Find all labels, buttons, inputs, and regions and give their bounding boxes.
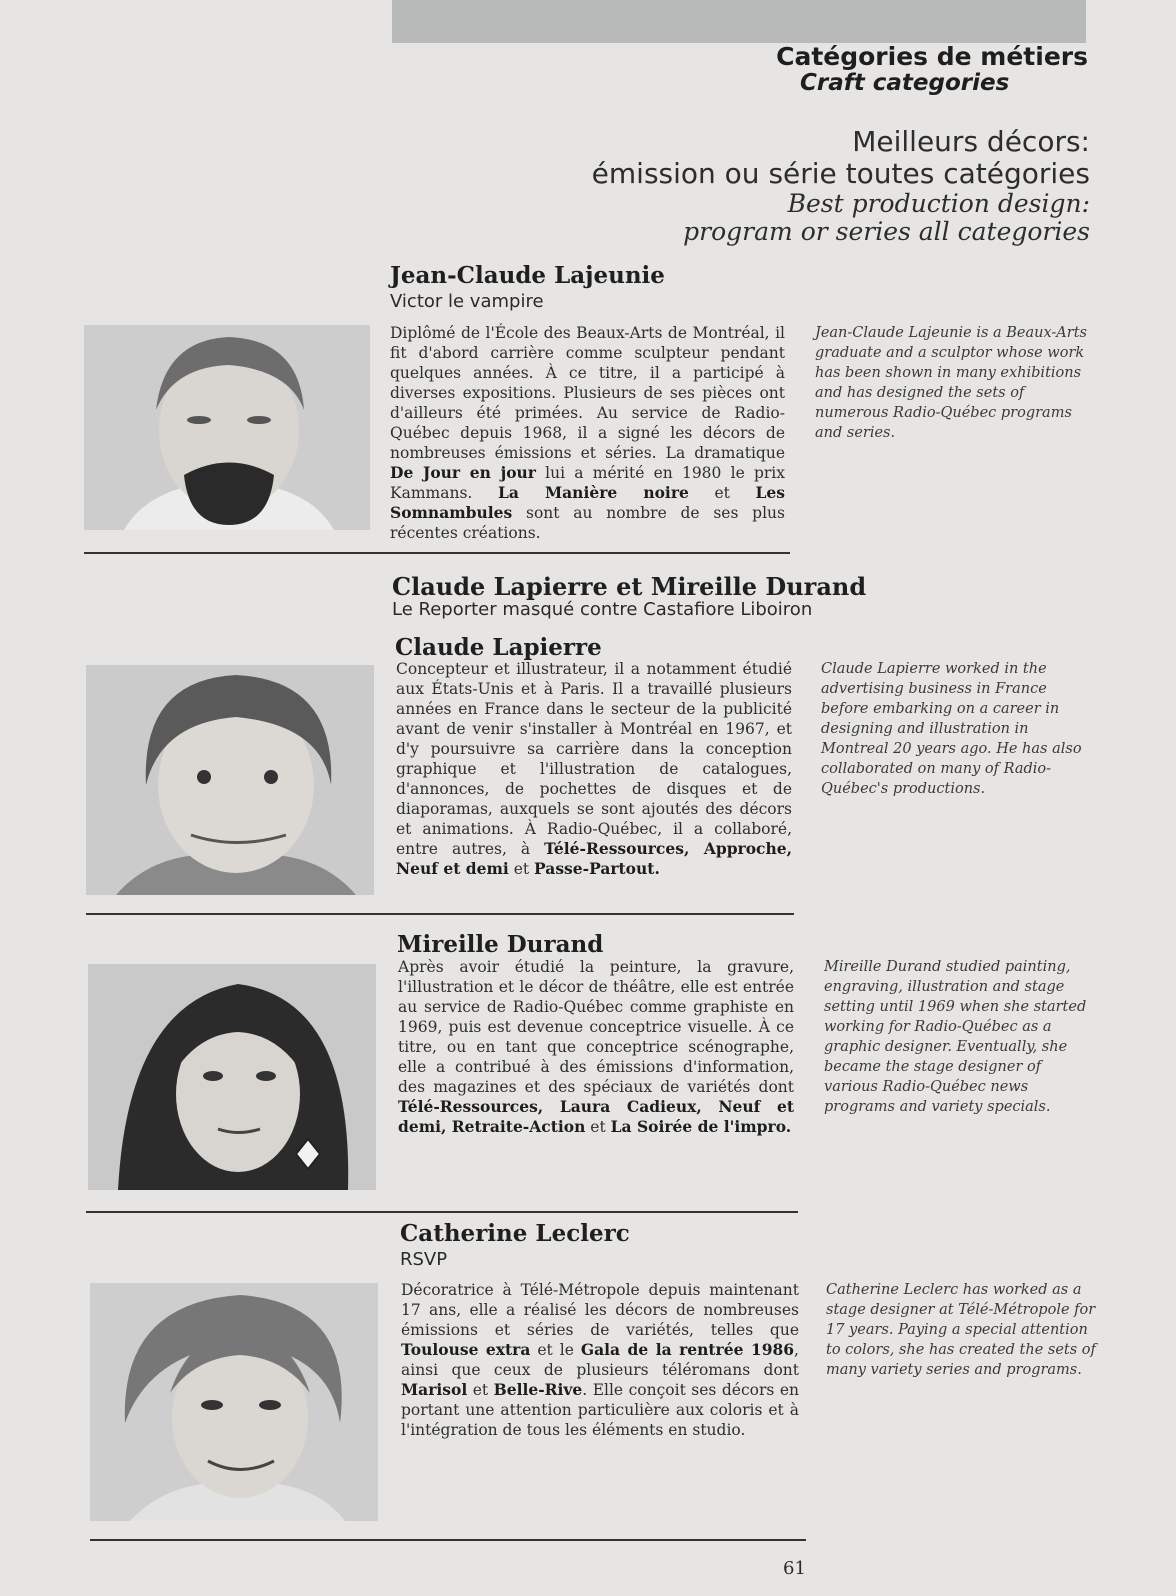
nominee-name: Claude Lapierre et Mireille Durand <box>392 572 867 601</box>
program-title: Gala de la rentrée 1986 <box>580 1340 795 1359</box>
nominee-name: Catherine Leclerc <box>400 1220 630 1247</box>
page-number: 61 <box>783 1558 806 1579</box>
program-title: De Jour en jour <box>390 463 536 482</box>
portrait-photo <box>90 1283 378 1521</box>
divider <box>84 552 790 554</box>
bio-french: Diplômé de l'École des Beaux-Arts de Montréal, il fit d'abord carrière comme sculpteur pendant quelques années. À ce titre, il a participé à diverses expositions. Plusieurs de ses pièces ont d'ailleurs été primées. Au service de Radio-Québec depuis 1968, il a signé les décors de nombreuses émissions et séries. La dramatique De Jour en jour lui a mérité en 1980 le prix Kammans. La Manière noire et Les Somnambules sont au nombre de ses plus récentes créations. <box>390 324 786 542</box>
show-title: RSVP <box>400 1249 448 1270</box>
program-title: Télé-Ressources, Approche, Neuf et demi <box>396 839 792 878</box>
program-title: Toulouse extra <box>401 1340 531 1359</box>
divider <box>90 1539 806 1541</box>
award-en-line-2: program or series all categories <box>683 217 1090 246</box>
bio-french: Concepteur et illustrateur, il a notamment étudié aux États-Unis et à Paris. Il a travaillé plusieurs années en France dans le secteur de la publicité avant de venir s'installer à Montréal en 1967, et d'y poursuivre sa carrière dans la conception graphique et l'illustration de catalogues, d'annonces, de pochettes de disques et de diaporamas, auxquels se sont ajoutés des décors et animations. À Radio-Québec, il a collaboré, entre autres, à Télé-Ressources, Approche, Neuf et demi et Passe-Partout. <box>396 660 792 878</box>
program-title: La Manière noire <box>497 483 689 502</box>
bio-english: Jean-Claude Lajeunie is a Beaux-Arts graduate and a sculptor whose work has been shown in many exhibitions and has designed the sets of numerous Radio-Québec programs and series. <box>815 325 1087 441</box>
program-title: La Soirée de l'impro. <box>610 1117 792 1136</box>
show-title: Victor le vampire <box>390 291 544 312</box>
award-fr-line-1: Meilleurs décors: <box>852 125 1090 158</box>
bio-english: Claude Lapierre worked in the advertising business in France before embarking on a career in designing and illustration in Montreal 20 years ago. He has also collaborated on many of Radio-Québec's productions. <box>821 661 1082 797</box>
award-heading <box>592 126 1090 246</box>
divider <box>86 913 794 915</box>
nominee-name: Claude Lapierre <box>395 634 602 661</box>
program-title: Passe-Partout. <box>534 859 660 878</box>
show-title: Le Reporter masqué contre Castafiore Liboiron <box>392 599 813 620</box>
category-title-fr: Catégories de métiers <box>776 42 1088 71</box>
portrait-photo <box>86 665 374 895</box>
header-band <box>392 0 1086 43</box>
program-title: Télé-Ressources, Laura Cadieux, Neuf et demi, Retraite-Action <box>398 1097 794 1136</box>
nominee-name: Jean-Claude Lajeunie <box>390 262 665 289</box>
divider <box>86 1211 798 1213</box>
award-en-line-1: Best production design: <box>787 189 1090 218</box>
award-fr-line-2: émission ou série toutes catégories <box>591 157 1090 190</box>
bio-french: Après avoir étudié la peinture, la gravure, l'illustration et le décor de théâtre, elle est entrée au service de Radio-Québec comme graphiste en 1969, puis est devenue conceptrice visuelle. À ce titre, ou en tant que conceptrice scénographe, elle a contribué à des émissions d'information, des magazines et des spéciaux de variétés dont Télé-Ressources, Laura Cadieux, Neuf et demi, Retraite-Action et La Soirée de l'impro. <box>398 958 794 1136</box>
bio-english: Catherine Leclerc has worked as a stage designer at Télé-Métropole for 17 years. Paying a special attention to colors, she has created the sets of many variety series and programs. <box>826 1282 1096 1378</box>
program-title: Belle-Rive <box>493 1380 583 1399</box>
portrait-photo <box>84 325 370 530</box>
category-title-en: Craft categories <box>800 70 1010 96</box>
portrait-photo <box>88 964 376 1190</box>
nominee-name: Mireille Durand <box>397 931 604 958</box>
program-title: Les Somnambules <box>390 483 786 522</box>
program-title: Marisol <box>401 1380 468 1399</box>
bio-french: Décoratrice à Télé-Métropole depuis maintenant 17 ans, elle a réalisé les décors de nombreuses émissions et séries de variétés, telles que Toulouse extra et le Gala de la rentrée 1986, ainsi que ceux de plusieurs téléromans dont Marisol et Belle-Rive. Elle conçoit ses décors en portant une attention particulière aux coloris et à l'intégration de tous les éléments en studio. <box>401 1281 799 1439</box>
bio-english: Mireille Durand studied painting, engraving, illustration and stage setting until 1969 when she started working for Radio-Québec as a graphic designer. Eventually, she became the stage designer of various Radio-Québec news programs and variety specials. <box>824 959 1087 1115</box>
